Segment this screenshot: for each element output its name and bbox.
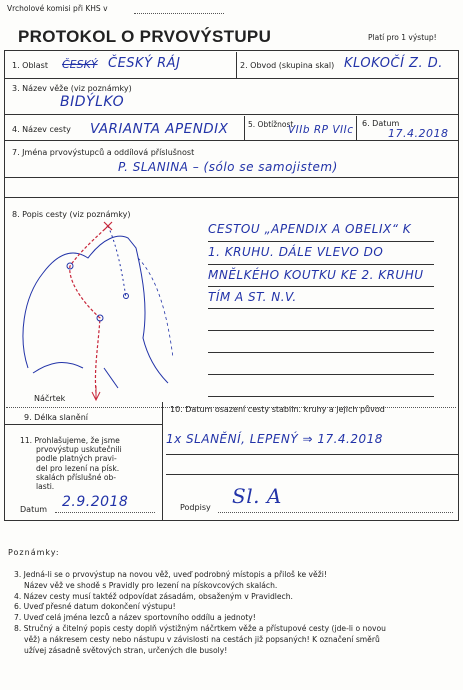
field-3-label: 3. Název věže (viz poznámky) — [12, 84, 132, 93]
note-line: 6. Uveď přesné datum dokončení výstupu! — [14, 602, 176, 612]
signature-dotted-line — [218, 512, 453, 513]
field-6-value: 17.4.2018 — [388, 127, 449, 140]
divider-1-2 — [236, 52, 237, 78]
f10-rule-1 — [166, 454, 458, 455]
date-label: Datum — [20, 505, 48, 514]
signatures-label: Podpisy — [180, 503, 211, 512]
route-desc-line-3: MNĚLKÉHO KOUTKU KE 2. KRUHU — [208, 268, 424, 282]
desc-rule-2 — [208, 264, 434, 265]
declaration-text: 11. Prohlašujeme, že jsme prvovýstup uskutečnili podle platných pravi- del pro lezení na písk. skalách příslušné ob- lasti. — [20, 436, 122, 492]
divider-4-5 — [244, 116, 245, 140]
field-6-label: 6. Datum — [362, 119, 400, 128]
note-line: 7. Uveď celá jména lezců a název sportovního oddílu a jednoty! — [14, 613, 256, 623]
field-2-label: 2. Obvod (skupina skal) — [240, 61, 335, 70]
row-line-4 — [4, 140, 459, 141]
field-1-value: ČESKÝ RÁJ — [108, 56, 181, 71]
date-dotted-line — [55, 512, 155, 513]
notes-block — [14, 570, 386, 656]
route-desc-line-2: 1. KRUHU. DÁLE VLEVO DO — [208, 245, 384, 259]
field-10-label: 10. Datum osazení cesty stabiln. kruhy a jejich původ — [170, 405, 385, 414]
note-line: užívej zásadně světových stran, určených dle busoly! — [24, 645, 228, 655]
field-9-label: 9. Délka slanění — [24, 413, 88, 422]
field-5-label: 5. Obtížnost — [248, 120, 294, 129]
field-7-label: 7. Jména prvovýstupců a oddílová příslušnost — [12, 148, 195, 157]
note-line: 4. Název cesty musí taktéž odpovídat zásadám, obsaženým v Pravidlech. — [14, 591, 293, 601]
field-4-value: VARIANTA APENDIX — [90, 121, 229, 137]
desc-rule-8 — [208, 396, 434, 397]
divider-9-10 — [162, 402, 163, 520]
field-8-label: 8. Popis cesty (viz poznámky) — [12, 210, 131, 219]
frame-right — [458, 50, 459, 520]
note-line: Název věž ve shodě s Pravidly pro lezení na pískovcových skalách. — [24, 580, 278, 590]
note-line: 8. Stručný a čitelný popis cesty doplň výstižným náčrtkem věže a přístupové cesty (jde-li o novou — [14, 623, 386, 633]
field-1-crossed: ČESKÝ — [62, 58, 98, 71]
row-line-3 — [4, 114, 459, 115]
row-line-7a — [4, 177, 459, 178]
field-5-value: VIIb RP VIIc — [288, 124, 354, 136]
desc-rule-4 — [208, 308, 434, 309]
field-7-value: P. SLANINA – (sólo se samojistem) — [118, 160, 338, 174]
desc-rule-7 — [208, 374, 434, 375]
frame-top — [4, 50, 459, 51]
notes-title: Poznámky: — [8, 548, 60, 557]
f10-rule-2 — [166, 474, 458, 475]
field-3-value: BIDÝLKO — [60, 94, 125, 110]
signatures-value: Sl. A — [232, 484, 282, 508]
row-line-1 — [4, 78, 459, 79]
header-dotted-line — [134, 13, 224, 14]
date-value: 2.9.2018 — [62, 494, 129, 510]
sketch-label: Náčrtek — [34, 394, 66, 403]
divider-5-6 — [356, 116, 357, 140]
field-10-value: 1x SLANĚNÍ, LEPENÝ ⇒ 17.4.2018 — [166, 432, 383, 446]
validity-note: Platí pro 1 výstup! — [368, 33, 437, 42]
page-title: PROTOKOL O PRVOVÝSTUPU — [18, 27, 272, 46]
route-desc-line-4: TÍM A ST. N.V. — [208, 290, 297, 304]
desc-rule-6 — [208, 352, 434, 353]
frame-bottom — [4, 520, 459, 521]
field-1-label: 1. Oblast — [12, 61, 48, 70]
desc-rule-5 — [208, 330, 434, 331]
header-top-label: Vrcholové komisi při KHS v — [7, 4, 108, 13]
route-sketch — [8, 218, 198, 403]
field-2-value: KLOKOČÍ Z. D. — [344, 56, 443, 71]
row-line-7b — [4, 197, 459, 198]
desc-rule-1 — [208, 241, 434, 242]
note-line: 3. Jedná-li se o prvovýstup na novou věž, uveď podrobný místopis a přiloš ke věži! — [14, 570, 327, 579]
route-desc-line-1: CESTOU „APENDIX A OBELIX“ K — [208, 222, 412, 236]
note-line: věž) a nákresem cesty nebo nástupu v závislosti na cestách již popsaných! K označení směrů — [24, 634, 380, 644]
row-line-9 — [4, 424, 162, 425]
frame-left — [4, 50, 5, 520]
desc-rule-3 — [208, 286, 434, 287]
field-4-label: 4. Název cesty — [12, 125, 71, 134]
